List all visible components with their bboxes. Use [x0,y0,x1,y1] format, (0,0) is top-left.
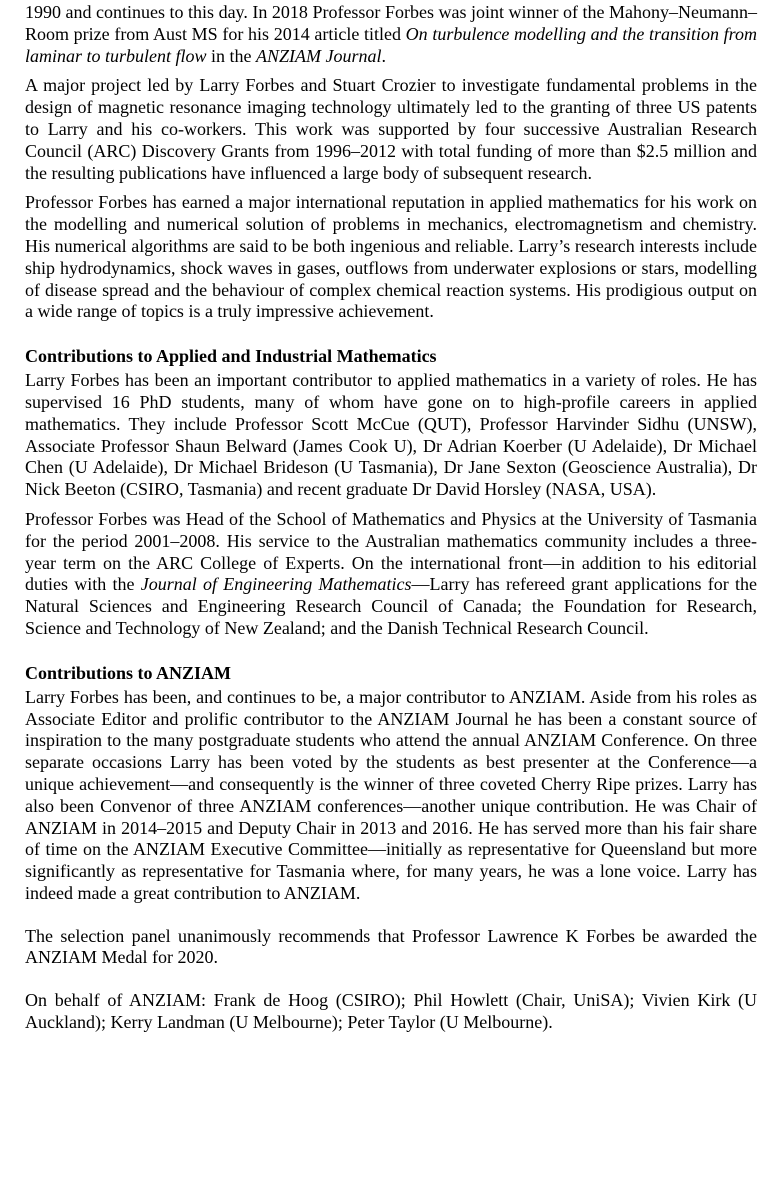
paragraph-prize [25,2,757,67]
paragraph-phd-students: Larry Forbes has been an important contributor to applied mathematics in a variety of roles. He has supervised 16 PhD students, many of whom have gone on to high-profile careers in applied mathematics. They include Professor Scott McCue (QUT), Professor Harvinder Sidhu (UNSW), Associate Professor Shaun Belward (James Cook U), Dr Adrian Koerber (U Adelaide), Dr Michael Chen (U Adelaide), Dr Michael Brideson (U Tasmania), Dr Jane Sexton (Geoscience Australia), Dr Nick Beeton (CSIRO, Tasmania) and recent graduate Dr David Horsley (NASA, USA). [25,370,757,500]
section-heading-anziam: Contributions to ANZIAM [25,662,232,683]
service-text-end: —Larry has refereed grant applications for the Natural Sciences and Engineering Research Council of Canada; the Foundation for Research, Science and Technology of New Zealand; and the Danish Technical Research Council. [25,574,757,638]
paragraph-anziam-contribution: Larry Forbes has been, and continues to be, a major contributor to ANZIAM. Aside from his roles as Associate Editor and prolific contributor to the ANZIAM Journal he has been a constant source of inspiration to the many postgraduate students who attend the annual ANZIAM Conference. On three separate occasions Larry has been voted by the students as best presenter at the Conference—a unique achievement—and consequently is the winner of three coveted Cherry Ripe prizes. Larry has also been Convenor of three ANZIAM conferences—another unique contribution. He was Chair of ANZIAM in 2014–2015 and Deputy Chair in 2013 and 2016. He has served more than his fair share of time on the ANZIAM Executive Committee—initially as representative for Queensland but more significantly as representative for Tasmania where, for many years, he was a lone voice. Larry has indeed made a great contribution to ANZIAM. [25,686,757,903]
prize-text-mid: in the [206,45,257,66]
paragraph-signatories: On behalf of ANZIAM: Frank de Hoog (CSIRO); Phil Howlett (Chair, UniSA); Vivien Kirk (U Auckland); Kerry Landman (U Melbourne); Peter Taylor (U Melbourne). [25,990,757,1033]
paragraph-recommendation: The selection panel unanimously recommends that Professor Lawrence K Forbes be awarded the ANZIAM Medal for 2020. [25,925,757,968]
journal-name: ANZIAM Journal [256,45,382,66]
section-heading-applied-mathematics: Contributions to Applied and Industrial Mathematics [25,346,437,367]
prize-text-end: . [381,45,387,66]
article-title: On turbulence modelling and the transition from laminar to turbulent flow [25,23,758,66]
paragraph-service [25,509,757,640]
journal-engineering-mathematics: Journal of Engineering Mathematics [140,574,412,595]
paragraph-mri-project: A major project led by Larry Forbes and Stuart Crozier to investigate fundamental problems in the design of magnetic resonance imaging technology ultimately led to the granting of three US patents to Larry and his co-workers. This work was supported by four successive Australian Research Council (ARC) Discovery Grants from 1996–2012 with total funding of more than $2.5 million and the resulting publications have influenced a large body of subsequent research. [25,75,757,183]
prize-text-start: 1990 and continues to this day. In 2018 Professor Forbes was joint winner of the Mahony–Neumann–Room prize from Aust MS for his 2014 article titled [25,2,757,44]
service-text-start: Professor Forbes was Head of the School of Mathematics and Physics at the University of Tasmania for the period 2001–2008. His service to the Australian mathematics community includes a three-year term on the ARC College of Experts. On the international front—in addition to his editorial duties with the [25,508,757,595]
paragraph-reputation: Professor Forbes has earned a major international reputation in applied mathematics for his work on the modelling and numerical solution of problems in mechanics, electromagnetism and chemistry. His numerical algorithms are said to be both ingenious and reliable. Larry’s research interests include ship hydrodynamics, shock waves in gases, outflows from underwater explosions or stars, modelling of disease spread and the behaviour of complex chemical reaction systems. His prodigious output on a wide range of topics is a truly impressive achievement. [25,192,757,322]
